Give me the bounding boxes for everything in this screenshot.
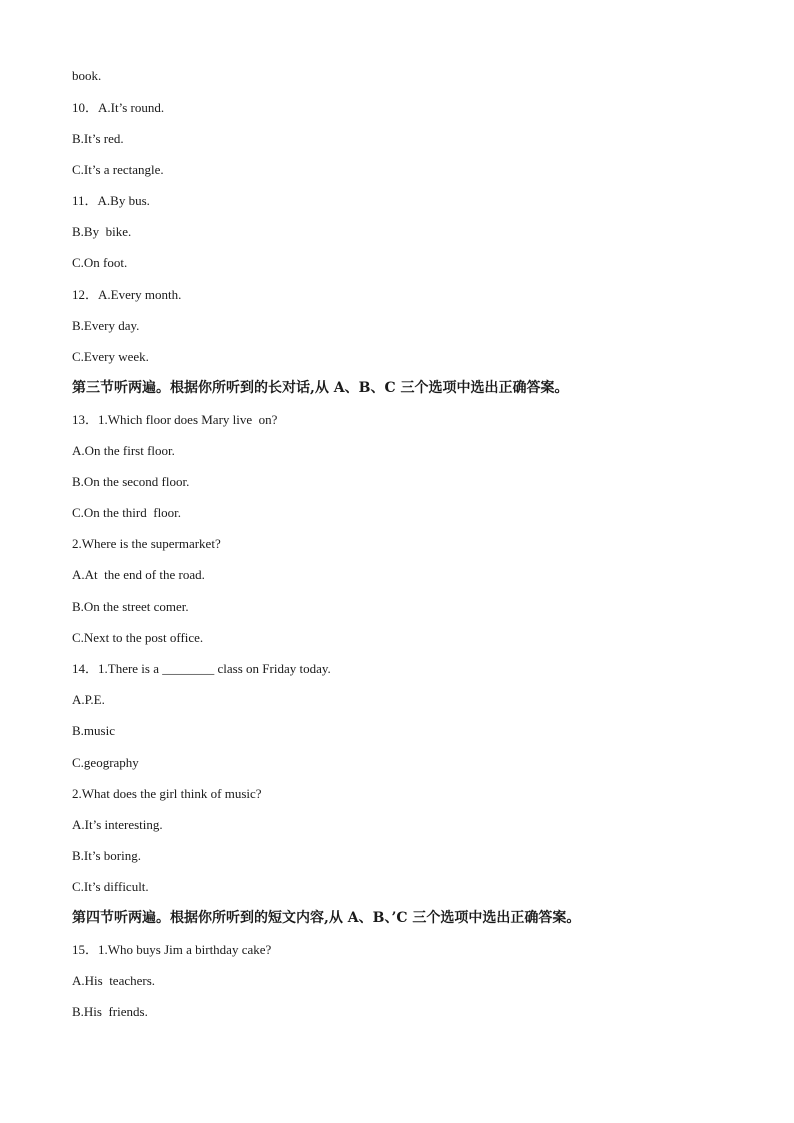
question-line: 15．1.Who buys Jim a birthday cake? — [72, 942, 272, 957]
question-line: 12．A.Every month. — [72, 287, 182, 302]
question-line: 11．A.By bus. — [72, 193, 150, 208]
option-line: A.P.E. — [72, 692, 105, 707]
option-line: B.On the street comer. — [72, 599, 189, 614]
section-heading: 第三节听两遍。根据你所听到的长对话,从 A、B、C 三个选项中选出正确答案。 — [72, 380, 569, 396]
question-line: 10．A.It’s round. — [72, 100, 165, 115]
option-line: A.At the end of the road. — [72, 567, 205, 582]
option-line: B.music — [72, 723, 115, 738]
section-heading: 第四节听两遍。根据你所听到的短文内容,从 A、B、’C 三个选项中选出正确答案。 — [72, 910, 581, 926]
option-line: C.It’s difficult. — [72, 879, 149, 894]
option-line: B.It’s red. — [72, 131, 124, 146]
text-line: book. — [72, 68, 102, 83]
option-line: C.On foot. — [72, 255, 128, 270]
option-line: B.His friends. — [72, 1004, 148, 1019]
option-line: B.On the second floor. — [72, 474, 190, 489]
option-line: C.Next to the post office. — [72, 630, 204, 645]
option-line: C.It’s a rectangle. — [72, 162, 164, 177]
option-line: A.On the first floor. — [72, 443, 175, 458]
option-line: B.It’s boring. — [72, 848, 141, 863]
option-line: A.It’s interesting. — [72, 817, 163, 832]
question-line: 2.What does the girl think of music? — [72, 786, 262, 801]
option-line: C.geography — [72, 755, 139, 770]
question-line: 14．1.There is a ________ class on Friday today. — [72, 661, 331, 676]
option-line: B.By bike. — [72, 224, 132, 239]
option-line: A.His teachers. — [72, 973, 156, 988]
option-line: C.On the third floor. — [72, 505, 182, 520]
option-line: C.Every week. — [72, 349, 149, 364]
option-line: B.Every day. — [72, 318, 140, 333]
question-line: 13．1.Which floor does Mary live on? — [72, 412, 278, 427]
question-line: 2.Where is the supermarket? — [72, 536, 221, 551]
